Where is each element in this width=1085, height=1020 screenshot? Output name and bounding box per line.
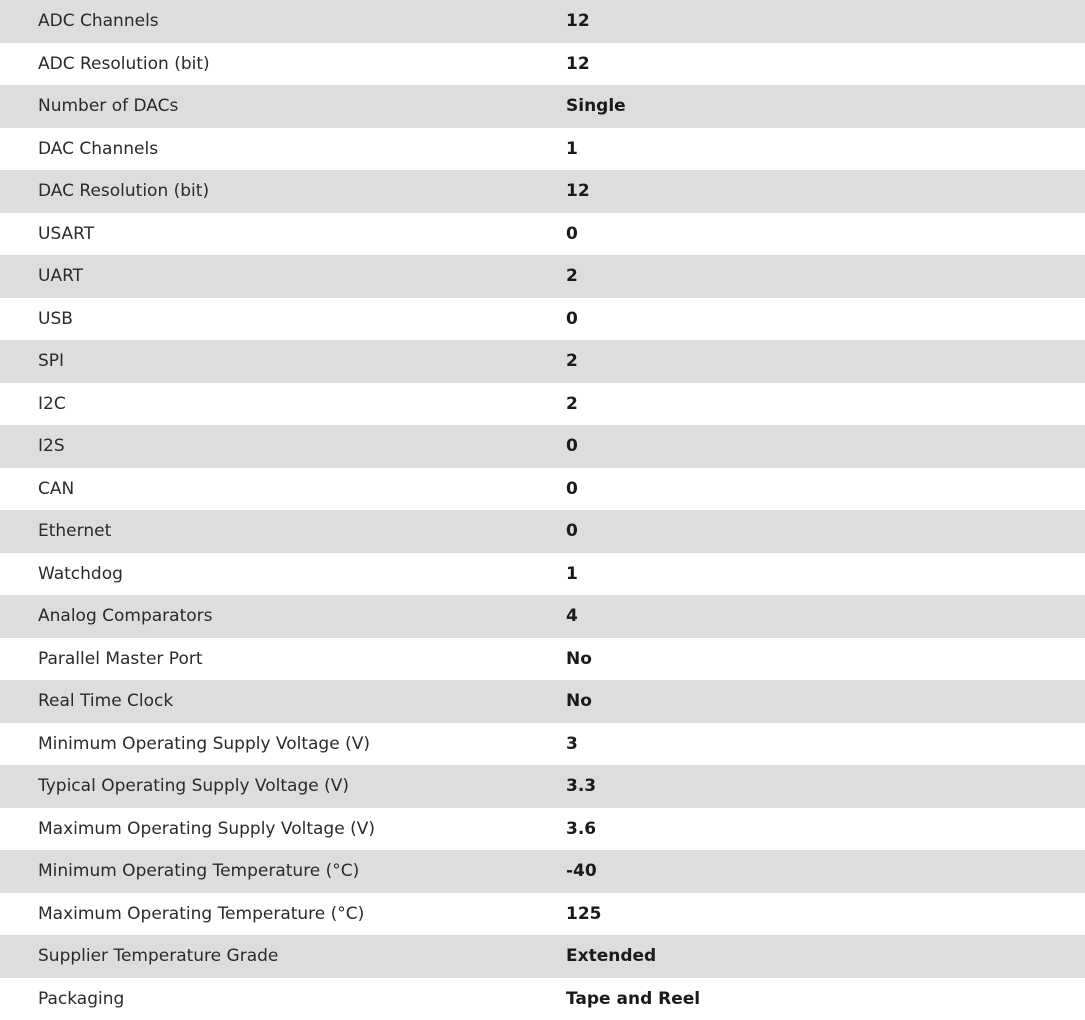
spec-value: 12 bbox=[566, 11, 590, 32]
table-row bbox=[0, 638, 1085, 681]
table-row bbox=[0, 935, 1085, 978]
spec-value: 4 bbox=[566, 606, 578, 627]
spec-label: DAC Channels bbox=[38, 138, 159, 159]
table-row bbox=[0, 43, 1085, 86]
spec-label: ADC Resolution (bit) bbox=[38, 53, 210, 74]
spec-value: 2 bbox=[566, 351, 578, 372]
table-row bbox=[0, 723, 1085, 766]
table-row bbox=[0, 85, 1085, 128]
spec-value: 1 bbox=[566, 563, 578, 584]
table-row bbox=[0, 340, 1085, 383]
spec-value: 0 bbox=[566, 521, 578, 542]
spec-value: Tape and Reel bbox=[566, 988, 701, 1009]
spec-value: 0 bbox=[566, 223, 578, 244]
spec-value: 2 bbox=[566, 266, 578, 287]
spec-value: 0 bbox=[566, 478, 578, 499]
spec-label: Parallel Master Port bbox=[38, 648, 203, 669]
spec-value: 0 bbox=[566, 308, 578, 329]
spec-value: 2 bbox=[566, 393, 578, 414]
table-row bbox=[0, 468, 1085, 511]
spec-value: 3.3 bbox=[566, 776, 597, 797]
spec-value: Extended bbox=[566, 946, 657, 967]
spec-label: Packaging bbox=[38, 988, 125, 1009]
spec-label: Typical Operating Supply Voltage (V) bbox=[38, 776, 349, 797]
table-row bbox=[0, 680, 1085, 723]
spec-label: USART bbox=[38, 223, 95, 244]
spec-label: Minimum Operating Temperature (°C) bbox=[38, 861, 360, 882]
spec-value: Single bbox=[566, 96, 626, 117]
spec-label: Maximum Operating Supply Voltage (V) bbox=[38, 818, 375, 839]
spec-label: Maximum Operating Temperature (°C) bbox=[38, 903, 365, 924]
table-row bbox=[0, 765, 1085, 808]
table-row bbox=[0, 255, 1085, 298]
table-row bbox=[0, 383, 1085, 426]
spec-value: 12 bbox=[566, 181, 590, 202]
spec-label: Ethernet bbox=[38, 521, 112, 542]
table-row bbox=[0, 298, 1085, 341]
spec-label: I2S bbox=[38, 436, 65, 457]
spec-label: Watchdog bbox=[38, 563, 123, 584]
spec-value: 125 bbox=[566, 903, 602, 924]
table-row bbox=[0, 553, 1085, 596]
table-row bbox=[0, 850, 1085, 893]
spec-label: Supplier Temperature Grade bbox=[38, 946, 279, 967]
spec-label: Analog Comparators bbox=[38, 606, 213, 627]
table-row bbox=[0, 213, 1085, 256]
spec-value: 1 bbox=[566, 138, 578, 159]
spec-value: 3.6 bbox=[566, 818, 597, 839]
spec-value: No bbox=[566, 648, 592, 669]
table-row bbox=[0, 510, 1085, 553]
spec-label: Minimum Operating Supply Voltage (V) bbox=[38, 733, 370, 754]
table-row bbox=[0, 170, 1085, 213]
spec-label: Real Time Clock bbox=[38, 691, 174, 712]
table-row bbox=[0, 978, 1085, 1020]
spec-label: ADC Channels bbox=[38, 11, 159, 32]
spec-value: -40 bbox=[566, 861, 597, 882]
spec-label: Number of DACs bbox=[38, 96, 179, 117]
spec-label: CAN bbox=[38, 478, 75, 499]
spec-value: No bbox=[566, 691, 592, 712]
table-row bbox=[0, 425, 1085, 468]
table-row bbox=[0, 0, 1085, 43]
spec-label: SPI bbox=[38, 351, 65, 372]
spec-value: 3 bbox=[566, 733, 578, 754]
spec-value: 12 bbox=[566, 53, 590, 74]
spec-label: DAC Resolution (bit) bbox=[38, 181, 210, 202]
table-row bbox=[0, 128, 1085, 171]
spec-value: 0 bbox=[566, 436, 578, 457]
spec-label: I2C bbox=[38, 393, 66, 414]
spec-label: UART bbox=[38, 266, 84, 287]
table-row bbox=[0, 893, 1085, 936]
table-row bbox=[0, 595, 1085, 638]
spec-label: USB bbox=[38, 308, 73, 329]
table-row bbox=[0, 808, 1085, 851]
